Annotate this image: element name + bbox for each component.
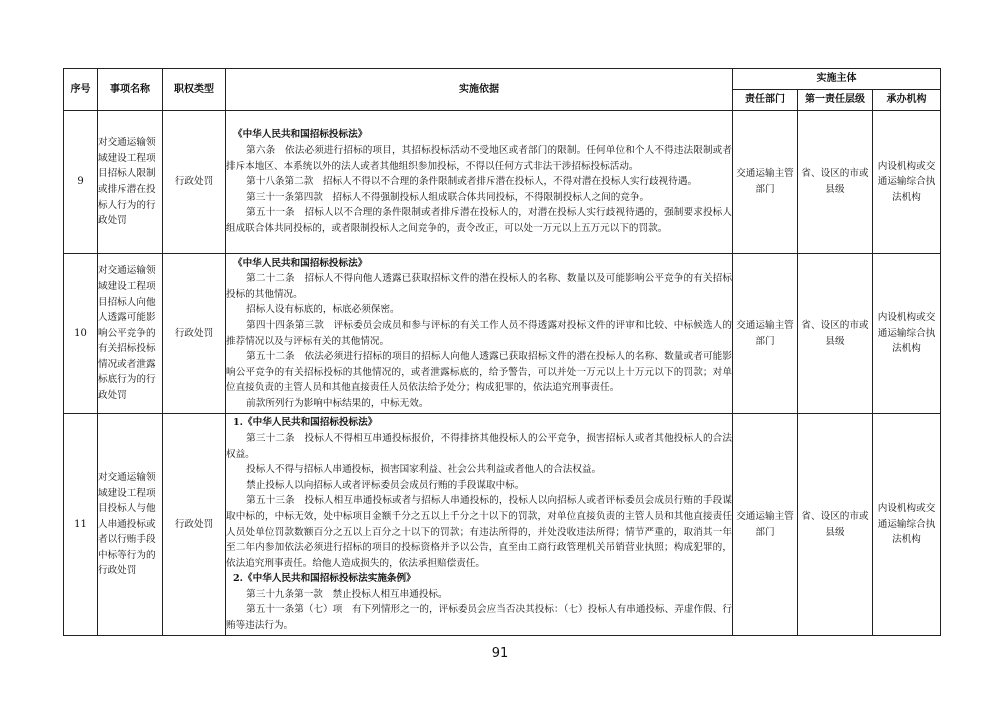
basis-paragraph: 第五十一条 招标人以不合理的条件限制或者排斥潜在投标人的，对潜在投标人实行歧视待遇的，强制要求投标人组成联合体共同投标的，或者限制投标人之间竞争的，责令改正，可以处一万元以上五万元以下的罚款。	[226, 207, 732, 234]
basis-paragraph: 第六条 依法必须进行招标的项目，其招标投标活动不受地区或者部门的限制。任何单位和个人不得违法限制或者排斥本地区、本系统以外的法人或者其他组织参加投标，不得以任何方式非法干涉招标投标活动。	[226, 145, 732, 172]
basis-paragraph: 禁止投标人以向招标人或者评标委员会成员行贿的手段谋取中标。	[246, 479, 525, 491]
header-seq: 序号	[64, 69, 98, 111]
law-title: 《中华人民共和国招标投标法》	[233, 257, 368, 269]
header-dept: 责任部门	[733, 90, 798, 111]
row-basis	[226, 111, 733, 254]
basis-paragraph: 第四十四条第三款 评标委员会成员和参与评标的有关工作人员不得透露对投标文件的评审和比较、中标候选人的推荐情况以及与评标有关的其他情况。	[226, 319, 732, 347]
row-agency: 内设机构或交通运输综合执法机构	[873, 111, 941, 254]
header-subject: 实施主体	[733, 69, 941, 90]
basis-paragraph: 第三十一条第四款 招标人不得强制投标人组成联合体共同投标，不得限制投标人之间的竞争。	[246, 191, 650, 203]
enforcement-matters-table	[63, 68, 941, 636]
basis-paragraph: 招标人设有标底的，标底必须保密。	[246, 304, 400, 316]
table-row	[64, 111, 941, 254]
row-level: 省、设区的市或县级	[798, 111, 873, 254]
row-seq: 11	[64, 414, 98, 636]
law-title: 《中华人民共和国招标投标法》	[233, 129, 368, 141]
row-basis	[226, 414, 733, 636]
header-power-type: 职权类型	[163, 69, 226, 111]
header-item-name: 事项名称	[98, 69, 163, 111]
header-level: 第一责任层级	[798, 90, 873, 111]
row-dept: 交通运输主管部门	[733, 254, 798, 414]
header-basis: 实施依据	[226, 69, 733, 111]
basis-paragraph: 第二十二条 招标人不得向他人透露已获取招标文件的潜在投标人的名称、数量以及可能影响公平竞争的有关招标投标的其他情况。	[226, 273, 732, 300]
table-row	[64, 254, 941, 414]
row-agency: 内设机构或交通运输综合执法机构	[873, 254, 941, 414]
row-dept: 交通运输主管部门	[733, 414, 798, 636]
basis-paragraph: 第五十一条第（七）项 有下列情形之一的，评标委员会应当否决其投标：（七）投标人有串通投标、弄虚作假、行贿等违法行为。	[226, 604, 732, 632]
page-number: 91	[491, 646, 509, 661]
header-agency: 承办机构	[873, 90, 941, 111]
row-seq: 9	[64, 111, 98, 254]
row-power-type: 行政处罚	[163, 111, 226, 254]
law-title: 2.《中华人民共和国招标投标法实施条例》	[233, 573, 416, 585]
basis-paragraph: 投标人不得与招标人串通投标，损害国家利益、社会公共利益或者他人的合法权益。	[246, 464, 602, 476]
basis-paragraph: 第五十二条 依法必须进行招标的项目的招标人向他人透露已获取招标文件的潜在投标人的名称、数量或者可能影响公平竞争的有关招标投标的其他情况的，或者泄露标底的，给予警告，可以并处一万元以上十万元以下的罚款；对单位直接负责的主管人员和其他直接责任人员依法给予处分；构成犯罪的，依法追究刑事责任。	[226, 351, 732, 394]
basis-paragraph: 第三十九条第一款 禁止投标人相互串通投标。	[246, 588, 448, 600]
row-dept: 交通运输主管部门	[733, 111, 798, 254]
row-level: 省、设区的市或县级	[798, 414, 873, 636]
row-item-name: 对交通运输领域建设工程项目招标人向他人透露可能影响公平竞争的有关招标投标情况或者泄露标底行为的行政处罚	[98, 254, 163, 414]
basis-paragraph: 前款所列行为影响中标结果的，中标无效。	[246, 397, 429, 409]
row-level: 省、设区的市或县级	[798, 254, 873, 414]
row-item-name: 对交通运输领域建设工程项目招标人限制或排斥潜在投标人行为的行政处罚	[98, 111, 163, 254]
row-agency: 内设机构或交通运输综合执法机构	[873, 414, 941, 636]
basis-paragraph: 第三十二条 投标人不得相互串通投标报价，不得排挤其他投标人的公平竞争，损害招标人或者其他投标人的合法权益。	[226, 432, 732, 460]
row-power-type: 行政处罚	[163, 414, 226, 636]
row-seq: 10	[64, 254, 98, 414]
law-title: 1.《中华人民共和国招标投标法》	[233, 417, 378, 429]
row-item-name: 对交通运输领域建设工程项目投标人与他人串通投标或者以行贿手段中标等行为的行政处罚	[98, 414, 163, 636]
row-basis	[226, 254, 733, 414]
basis-paragraph: 第五十三条 投标人相互串通投标或者与招标人串通投标的，投标人以向招标人或者评标委员会成员行贿的手段谋取中标的，中标无效，处中标项目金额千分之五以上千分之十以下的罚款，对单位直接负责的主管人员和其他直接责任人员处单位罚款数额百分之五以上百分之十以下的罚款；有违法所得的，并处没收违法所得；情节严重的，取消其一年至二年内参加依法必须进行招标的项目的投标资格并予以公告，直至由工商行政管理机关吊销营业执照；构成犯罪的，依法追究刑事责任。给他人造成损失的，依法承担赔偿责任。	[226, 495, 732, 569]
row-power-type: 行政处罚	[163, 254, 226, 414]
table-row	[64, 414, 941, 636]
basis-paragraph: 第十八条第二款 招标人不得以不合理的条件限制或者排斥潜在投标人，不得对潜在投标人实行歧视待遇。	[246, 176, 698, 188]
